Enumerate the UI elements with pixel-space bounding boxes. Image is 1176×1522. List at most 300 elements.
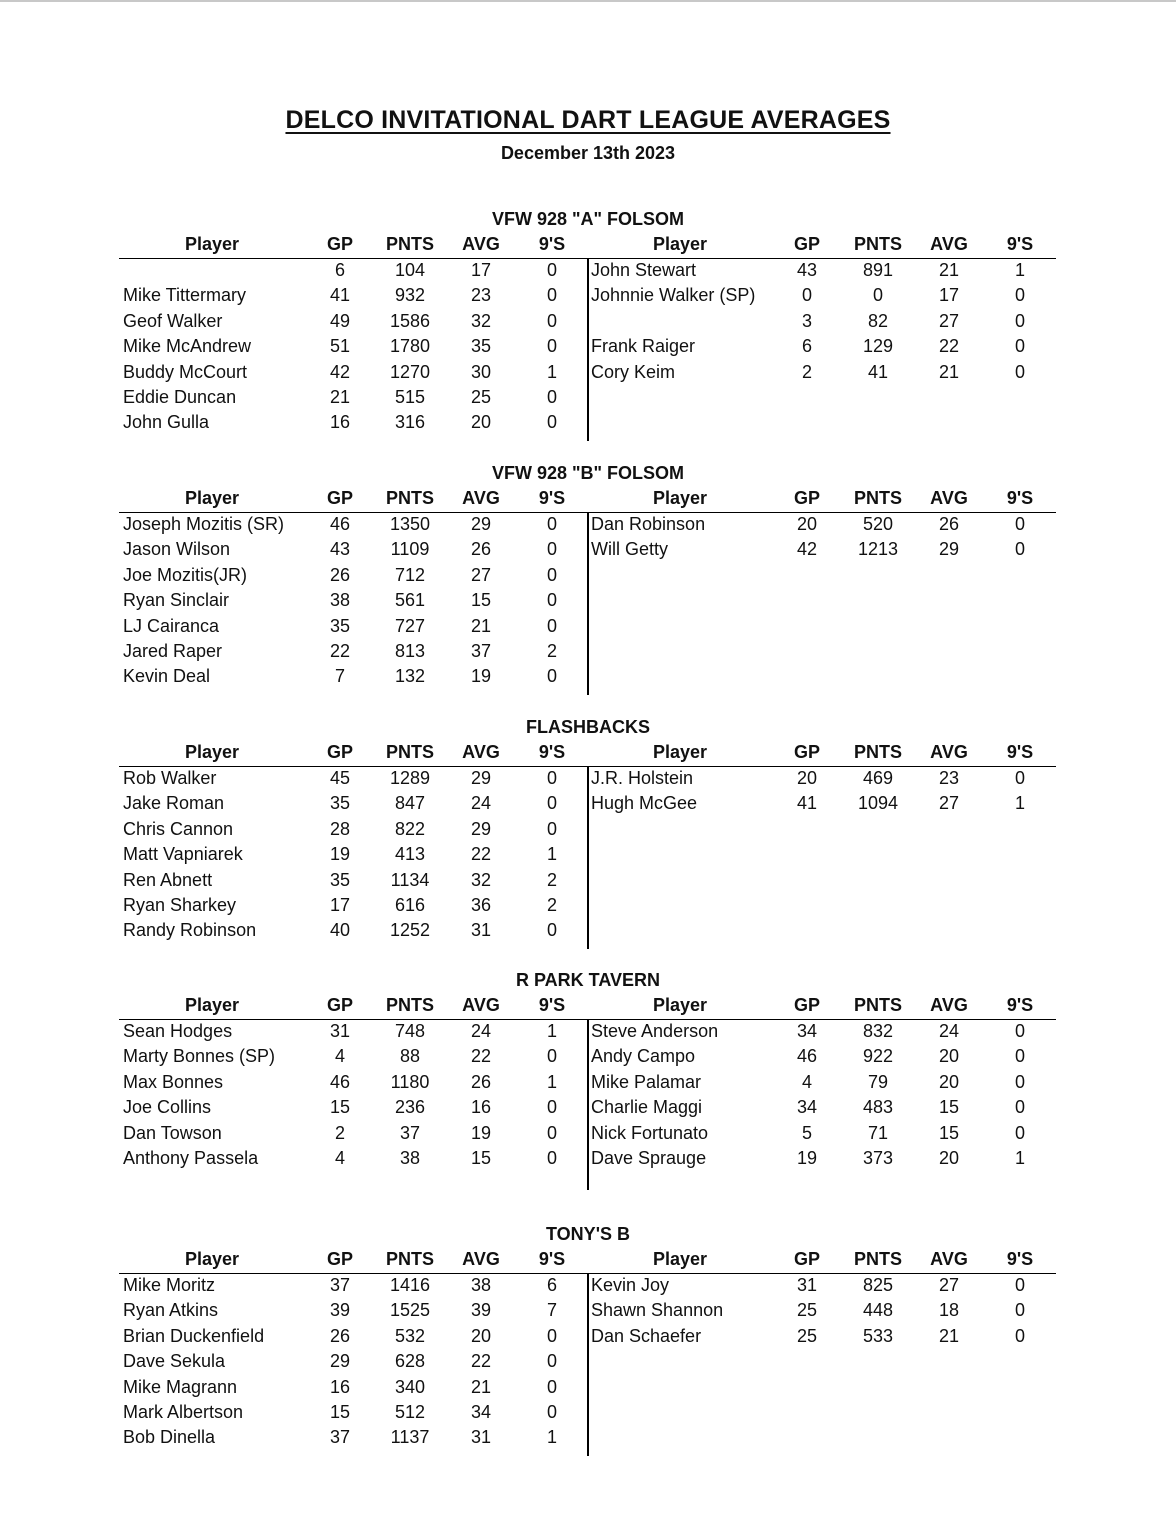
column-header-pnts: PNTS — [853, 995, 903, 1015]
stat-nines: 0 — [1014, 1325, 1026, 1346]
stat-nines: 0 — [1014, 336, 1026, 357]
column-header-pnts: PNTS — [385, 742, 435, 762]
table-row — [0, 868, 1176, 893]
stat-avg: 16 — [470, 1097, 492, 1118]
stat-gp: 19 — [329, 844, 351, 865]
player-name: Dan Schaefer — [591, 1325, 702, 1346]
stat-avg: 20 — [938, 1046, 960, 1067]
column-header-gp: GP — [793, 995, 821, 1015]
column-header-pnts: PNTS — [385, 1249, 435, 1269]
player-name: Mike Moritz — [123, 1275, 216, 1295]
column-header-gp: GP — [793, 234, 821, 254]
stat-pnts: 483 — [862, 1097, 894, 1118]
stat-nines: 0 — [546, 615, 558, 636]
stat-avg: 26 — [470, 539, 492, 560]
player-name: Jason Wilson — [123, 539, 231, 560]
table-row — [0, 563, 1176, 588]
stat-gp: 6 — [801, 336, 813, 357]
stat-gp: 15 — [329, 1401, 351, 1422]
player-name: Dan Towson — [123, 1122, 222, 1143]
player-name: Chris Cannon — [123, 818, 234, 839]
table-row — [0, 1273, 1176, 1298]
stat-gp: 42 — [329, 361, 351, 382]
stat-pnts: 1180 — [390, 1071, 430, 1092]
player-rows — [0, 766, 1176, 944]
stat-gp: 19 — [796, 1147, 818, 1168]
column-header-nines: 9'S — [538, 234, 566, 254]
player-name: Hugh McGee — [591, 793, 698, 814]
table-row — [0, 309, 1176, 334]
stat-pnts: 847 — [394, 793, 426, 814]
player-name: Charlie Maggi — [591, 1097, 703, 1118]
player-name: Geof Walker — [123, 310, 223, 331]
stat-avg: 26 — [470, 1071, 492, 1092]
player-name: Ryan Sharkey — [123, 894, 237, 915]
stat-avg: 32 — [470, 869, 492, 890]
column-header-gp: GP — [326, 488, 354, 508]
stat-avg: 15 — [938, 1097, 960, 1118]
stat-pnts: 1252 — [389, 920, 431, 941]
stat-gp: 4 — [334, 1046, 346, 1067]
player-name: Dave Sekula — [123, 1351, 226, 1372]
team-name: TONY'S B — [546, 1224, 630, 1244]
stat-gp: 6 — [334, 260, 346, 280]
column-header-player: Player — [184, 488, 240, 508]
column-header-avg: AVG — [462, 488, 500, 508]
stat-avg: 36 — [470, 894, 492, 915]
stat-gp: 20 — [796, 514, 818, 534]
stat-avg: 27 — [938, 1275, 960, 1295]
stat-gp: 38 — [329, 590, 351, 611]
stat-pnts: 813 — [394, 640, 426, 661]
stat-avg: 31 — [470, 920, 492, 941]
player-name: Joe Collins — [123, 1097, 212, 1118]
column-header-avg: AVG — [462, 742, 500, 762]
stat-nines: 0 — [546, 539, 558, 560]
column-header-nines: 9'S — [538, 488, 566, 508]
table-row — [0, 385, 1176, 410]
column-header-nines: 9'S — [1006, 488, 1034, 508]
report-date: December 13th 2023 — [500, 143, 676, 163]
page-title-text: DELCO INVITATIONAL DART LEAGUE AVERAGES — [285, 106, 891, 134]
stat-pnts: 71 — [867, 1122, 889, 1143]
stat-nines: 2 — [546, 640, 558, 661]
table-row — [0, 817, 1176, 842]
player-name: Ren Abnett — [123, 869, 213, 890]
player-name: Randy Robinson — [123, 920, 257, 941]
column-header-avg: AVG — [462, 1249, 500, 1269]
table-row — [0, 588, 1176, 613]
stat-nines: 0 — [1014, 1122, 1026, 1143]
column-header-avg: AVG — [930, 995, 968, 1015]
stat-gp: 26 — [329, 1325, 351, 1346]
stat-gp: 45 — [329, 768, 351, 788]
team-section — [0, 715, 1176, 955]
player-name: Max Bonnes — [123, 1071, 224, 1092]
stat-nines: 0 — [1014, 361, 1026, 382]
stat-avg: 22 — [938, 336, 960, 357]
stat-pnts: 79 — [867, 1071, 889, 1092]
stat-pnts: 532 — [394, 1325, 426, 1346]
stat-pnts: 932 — [394, 285, 426, 306]
stat-pnts: 129 — [862, 336, 894, 357]
stat-avg: 19 — [470, 1122, 492, 1143]
stat-pnts: 104 — [394, 260, 426, 280]
stat-pnts: 727 — [394, 615, 426, 636]
player-rows — [0, 512, 1176, 690]
team-name: R PARK TAVERN — [516, 970, 660, 990]
table-row — [0, 537, 1176, 562]
stat-gp: 25 — [796, 1300, 818, 1321]
stat-nines: 1 — [1014, 793, 1026, 814]
stat-pnts: 1289 — [389, 768, 431, 788]
player-name: Matt Vapniarek — [123, 844, 243, 865]
table-row — [0, 283, 1176, 308]
column-header-avg: AVG — [462, 234, 500, 254]
column-header-pnts: PNTS — [853, 234, 903, 254]
stat-nines: 0 — [546, 412, 558, 433]
stat-nines: 0 — [546, 920, 558, 941]
table-row — [0, 1425, 1176, 1450]
table-row — [0, 410, 1176, 435]
stat-nines: 0 — [546, 1325, 558, 1346]
stat-gp: 51 — [329, 336, 351, 357]
table-row — [0, 1349, 1176, 1374]
column-header-pnts: PNTS — [853, 1249, 903, 1269]
stat-avg: 15 — [938, 1122, 960, 1143]
player-name: Bob Dinella — [123, 1427, 216, 1448]
stat-pnts: 533 — [862, 1325, 894, 1346]
stat-nines: 2 — [546, 869, 558, 890]
stat-gp: 0 — [801, 285, 813, 306]
player-name: Jake Roman — [123, 793, 225, 814]
player-name: Steve Anderson — [591, 1021, 719, 1041]
stat-pnts: 1134 — [390, 869, 430, 890]
player-name: John Gulla — [123, 412, 210, 433]
team-name: VFW 928 "B" FOLSOM — [491, 463, 685, 483]
player-name: Rob Walker — [123, 768, 217, 788]
stat-gp: 46 — [329, 514, 351, 534]
team-section — [0, 461, 1176, 701]
player-name: Mike McAndrew — [123, 336, 252, 357]
player-name: Anthony Passela — [123, 1147, 259, 1168]
stat-gp: 16 — [329, 412, 351, 433]
stat-avg: 24 — [470, 793, 492, 814]
player-name: John Stewart — [591, 260, 697, 280]
column-header-nines: 9'S — [1006, 1249, 1034, 1269]
stat-pnts: 832 — [862, 1021, 894, 1041]
stat-gp: 41 — [796, 793, 818, 814]
stat-gp: 43 — [796, 260, 818, 280]
stat-avg: 15 — [470, 1147, 492, 1168]
stat-nines: 0 — [1014, 514, 1026, 534]
player-rows — [0, 1019, 1176, 1171]
table-row — [0, 258, 1176, 283]
player-name: J.R. Holstein — [591, 768, 694, 788]
column-header-gp: GP — [326, 1249, 354, 1269]
column-header-gp: GP — [326, 234, 354, 254]
stat-gp: 21 — [329, 386, 351, 407]
table-row — [0, 1044, 1176, 1069]
table-row — [0, 614, 1176, 639]
stat-avg: 35 — [470, 336, 492, 357]
player-rows — [0, 1273, 1176, 1451]
column-header-gp: GP — [326, 742, 354, 762]
player-name: Joe Mozitis(JR) — [123, 564, 248, 585]
stat-gp: 4 — [801, 1071, 813, 1092]
stat-avg: 29 — [470, 768, 492, 788]
player-name: Mike Palamar — [591, 1071, 702, 1092]
column-header-avg: AVG — [930, 742, 968, 762]
stat-avg: 27 — [938, 310, 960, 331]
player-name: Mike Magrann — [123, 1376, 238, 1397]
stat-gp: 35 — [329, 615, 351, 636]
stat-nines: 1 — [546, 1021, 558, 1041]
column-header-player: Player — [652, 1249, 708, 1269]
stat-avg: 19 — [470, 666, 492, 687]
stat-pnts: 340 — [394, 1376, 426, 1397]
stat-pnts: 748 — [394, 1021, 426, 1041]
stat-avg: 22 — [470, 844, 492, 865]
table-row — [0, 664, 1176, 689]
player-name: Ryan Sinclair — [123, 590, 230, 611]
column-header-player: Player — [184, 995, 240, 1015]
column-header-gp: GP — [793, 1249, 821, 1269]
stat-avg: 18 — [938, 1300, 960, 1321]
stat-pnts: 88 — [399, 1046, 421, 1067]
stat-gp: 35 — [329, 869, 351, 890]
column-header-player: Player — [184, 234, 240, 254]
stat-pnts: 628 — [394, 1351, 426, 1372]
column-header-avg: AVG — [930, 1249, 968, 1269]
stat-pnts: 41 — [867, 361, 889, 382]
table-row — [0, 766, 1176, 791]
table-row — [0, 1400, 1176, 1425]
stat-gp: 31 — [796, 1275, 818, 1295]
stat-avg: 29 — [470, 514, 492, 534]
player-name: Kevin Deal — [123, 666, 211, 687]
stat-nines: 0 — [546, 310, 558, 331]
stat-gp: 46 — [796, 1046, 818, 1067]
column-header-nines: 9'S — [538, 995, 566, 1015]
column-header-player: Player — [652, 488, 708, 508]
player-name: Jared Raper — [123, 640, 223, 661]
stat-avg: 20 — [470, 1325, 492, 1346]
team-section — [0, 968, 1176, 1208]
player-name: Cory Keim — [591, 361, 676, 382]
stat-pnts: 1780 — [389, 336, 431, 357]
team-name: VFW 928 "A" FOLSOM — [491, 209, 685, 229]
table-row — [0, 842, 1176, 867]
stat-nines: 0 — [1014, 285, 1026, 306]
player-name: Johnnie Walker (SP) — [591, 285, 756, 306]
table-row — [0, 1298, 1176, 1323]
stat-avg: 15 — [470, 590, 492, 611]
column-header-nines: 9'S — [1006, 742, 1034, 762]
column-header-player: Player — [652, 234, 708, 254]
player-name: Kevin Joy — [591, 1275, 670, 1295]
table-row — [0, 1019, 1176, 1044]
stat-nines: 0 — [1014, 1071, 1026, 1092]
stat-avg: 34 — [470, 1401, 492, 1422]
stat-nines: 0 — [546, 514, 558, 534]
stat-avg: 17 — [470, 260, 492, 280]
stat-nines: 0 — [1014, 310, 1026, 331]
column-header-player: Player — [184, 1249, 240, 1269]
player-name: Mike Tittermary — [123, 285, 247, 306]
player-name: Marty Bonnes (SP) — [123, 1046, 276, 1067]
stat-nines: 0 — [546, 666, 558, 687]
column-header-pnts: PNTS — [385, 234, 435, 254]
stat-gp: 37 — [329, 1275, 351, 1295]
stat-pnts: 373 — [862, 1147, 894, 1168]
table-row — [0, 334, 1176, 359]
stat-pnts: 236 — [394, 1097, 426, 1118]
stat-nines: 0 — [1014, 1275, 1026, 1295]
stat-avg: 22 — [470, 1046, 492, 1067]
stat-pnts: 448 — [862, 1300, 894, 1321]
stat-gp: 7 — [334, 666, 346, 687]
stat-avg: 24 — [470, 1021, 492, 1041]
team-name: FLASHBACKS — [526, 717, 650, 737]
table-row — [0, 360, 1176, 385]
column-header-avg: AVG — [930, 488, 968, 508]
stat-avg: 21 — [938, 361, 960, 382]
column-header-nines: 9'S — [1006, 234, 1034, 254]
player-name: Frank Raiger — [591, 336, 696, 357]
table-row — [0, 639, 1176, 664]
column-header-avg: AVG — [462, 995, 500, 1015]
stat-pnts: 825 — [862, 1275, 894, 1295]
stat-gp: 43 — [329, 539, 351, 560]
stat-gp: 3 — [801, 310, 813, 331]
column-header-pnts: PNTS — [853, 488, 903, 508]
stat-nines: 0 — [546, 1097, 558, 1118]
team-section — [0, 1222, 1176, 1462]
column-header-player: Player — [652, 742, 708, 762]
stat-pnts: 1416 — [389, 1275, 431, 1295]
column-header-gp: GP — [793, 742, 821, 762]
stat-avg: 27 — [938, 793, 960, 814]
table-row — [0, 791, 1176, 816]
stat-nines: 0 — [546, 1122, 558, 1143]
stat-pnts: 512 — [394, 1401, 426, 1422]
stat-avg: 22 — [470, 1351, 492, 1372]
stat-gp: 25 — [796, 1325, 818, 1346]
stat-gp: 17 — [329, 894, 351, 915]
table-row — [0, 1324, 1176, 1349]
stat-avg: 29 — [470, 818, 492, 839]
stat-pnts: 1137 — [390, 1427, 430, 1448]
stat-avg: 23 — [938, 768, 960, 788]
stat-nines: 0 — [546, 260, 558, 280]
stat-avg: 30 — [470, 361, 492, 382]
stat-nines: 2 — [546, 894, 558, 915]
stat-avg: 20 — [470, 412, 492, 433]
stat-gp: 41 — [329, 285, 351, 306]
stat-nines: 0 — [546, 768, 558, 788]
stat-nines: 1 — [546, 1071, 558, 1092]
stat-pnts: 1586 — [389, 310, 431, 331]
stat-nines: 0 — [1014, 539, 1026, 560]
stat-nines: 0 — [546, 386, 558, 407]
stat-pnts: 891 — [862, 260, 894, 280]
stat-gp: 39 — [329, 1300, 351, 1321]
stat-avg: 24 — [938, 1021, 960, 1041]
stat-nines: 1 — [1014, 260, 1026, 280]
page-title — [0, 106, 1176, 135]
player-name: Shawn Shannon — [591, 1300, 724, 1321]
stat-pnts: 0 — [872, 285, 884, 306]
stat-pnts: 822 — [394, 818, 426, 839]
stat-gp: 22 — [329, 640, 351, 661]
column-header-pnts: PNTS — [853, 742, 903, 762]
stat-avg: 21 — [938, 260, 960, 280]
player-name: Andy Campo — [591, 1046, 696, 1067]
player-name: Eddie Duncan — [123, 386, 237, 407]
player-name: Mark Albertson — [123, 1401, 244, 1422]
stat-gp: 5 — [801, 1122, 813, 1143]
player-name: LJ Cairanca — [123, 615, 220, 636]
team-section — [0, 207, 1176, 447]
stat-pnts: 1213 — [857, 539, 899, 560]
stat-pnts: 561 — [394, 590, 426, 611]
stat-gp: 4 — [334, 1147, 346, 1168]
stat-gp: 16 — [329, 1376, 351, 1397]
player-name: Joseph Mozitis (SR) — [123, 514, 285, 534]
stat-nines: 0 — [546, 1351, 558, 1372]
top-border — [0, 0, 1176, 2]
player-rows — [0, 258, 1176, 436]
stat-avg: 20 — [938, 1071, 960, 1092]
stat-nines: 0 — [546, 336, 558, 357]
stat-nines: 1 — [546, 1427, 558, 1448]
table-row — [0, 1121, 1176, 1146]
stat-nines: 0 — [1014, 768, 1026, 788]
table-row — [0, 512, 1176, 537]
stat-nines: 0 — [546, 1401, 558, 1422]
column-header-pnts: PNTS — [385, 488, 435, 508]
stat-avg: 32 — [470, 310, 492, 331]
table-row — [0, 1070, 1176, 1095]
stat-avg: 17 — [938, 285, 960, 306]
stat-pnts: 922 — [862, 1046, 894, 1067]
stat-pnts: 37 — [399, 1122, 421, 1143]
stat-avg: 23 — [470, 285, 492, 306]
stat-avg: 26 — [938, 514, 960, 534]
stat-nines: 0 — [1014, 1300, 1026, 1321]
stat-nines: 0 — [546, 1147, 558, 1168]
stat-gp: 31 — [329, 1021, 351, 1041]
stat-gp: 34 — [796, 1021, 818, 1041]
stat-pnts: 712 — [394, 564, 426, 585]
stat-nines: 7 — [546, 1300, 558, 1321]
column-header-player: Player — [652, 995, 708, 1015]
stat-nines: 6 — [546, 1275, 558, 1295]
stat-nines: 0 — [546, 818, 558, 839]
stat-pnts: 520 — [862, 514, 894, 534]
player-name: Dan Robinson — [591, 514, 706, 534]
stat-gp: 35 — [329, 793, 351, 814]
player-name: Ryan Atkins — [123, 1300, 219, 1321]
table-row — [0, 893, 1176, 918]
stat-nines: 1 — [546, 844, 558, 865]
stat-gp: 49 — [329, 310, 351, 331]
stat-pnts: 1350 — [389, 514, 431, 534]
stat-gp: 42 — [796, 539, 818, 560]
stat-gp: 28 — [329, 818, 351, 839]
stat-nines: 0 — [546, 1046, 558, 1067]
